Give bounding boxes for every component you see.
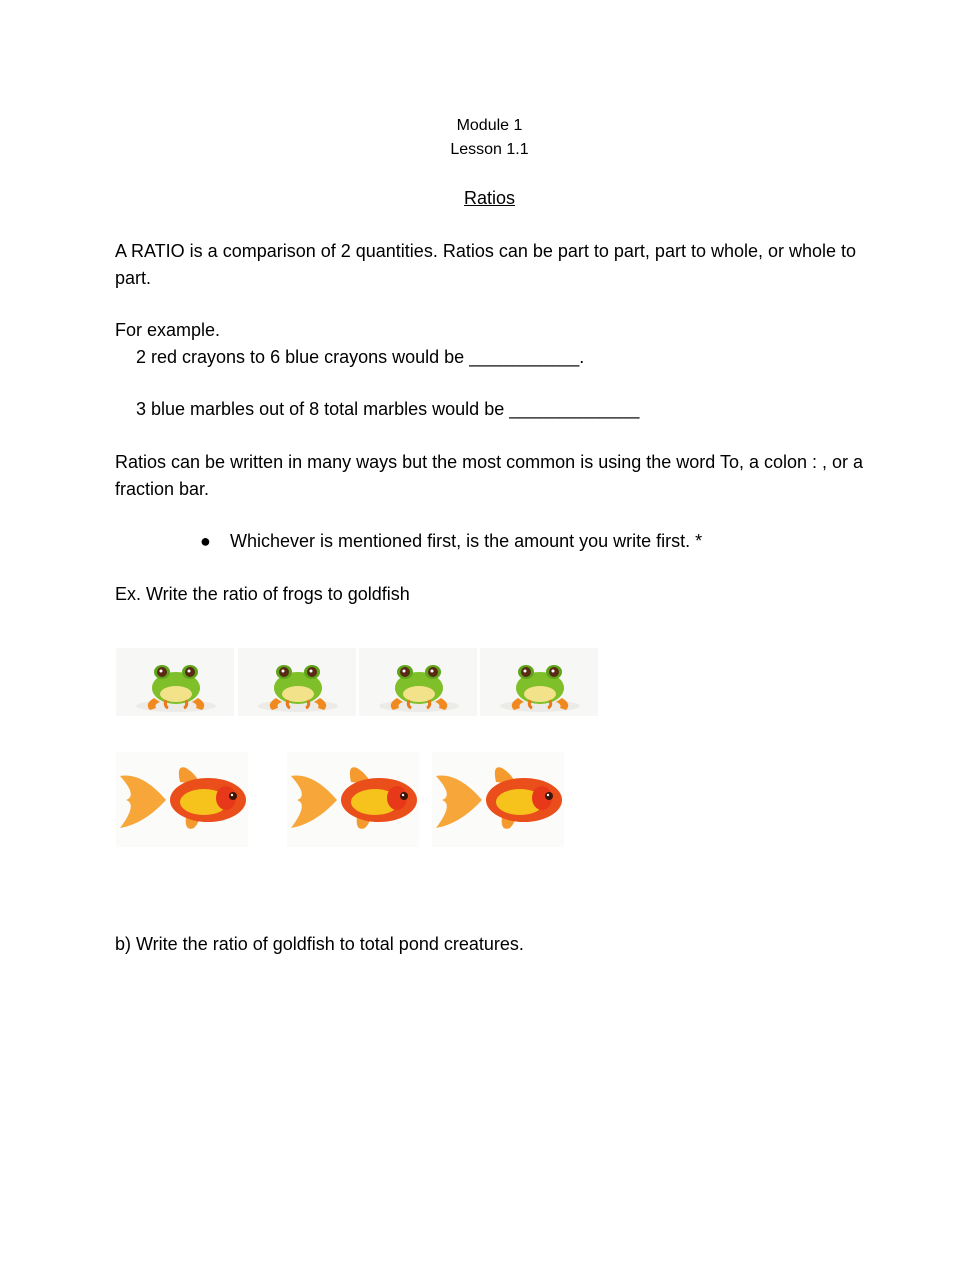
- bullet-text: Whichever is mentioned first, is the amount you write first. *: [230, 531, 703, 551]
- crayons-example: 2 red crayons to 6 blue crayons would be ___________.: [136, 347, 585, 367]
- goldfish-icon: [432, 752, 564, 847]
- goldfish-icon: [116, 752, 248, 847]
- ratio-definition: A RATIO is a comparison of 2 quantities. Ratios can be part to part, part to whole, or whole to part.: [115, 241, 857, 288]
- goldfish-icon: [287, 752, 419, 847]
- module-heading: Module 1: [456, 117, 523, 134]
- page-title: Ratios: [463, 188, 516, 208]
- frog-icon: [116, 648, 234, 716]
- frogs-goldfish-prompt: Ex. Write the ratio of frogs to goldfish: [115, 584, 410, 604]
- bullet-icon: ●: [200, 531, 211, 551]
- lesson-heading: Lesson 1.1: [450, 141, 529, 158]
- goldfish-total-prompt: b) Write the ratio of goldfish to total pond creatures.: [115, 934, 524, 954]
- example-intro: For example.: [115, 320, 221, 340]
- frog-icon: [480, 648, 598, 716]
- frog-icon: [238, 648, 356, 716]
- ratio-forms-text: Ratios can be written in many ways but the most common is using the word To, a colon : , or a fraction bar.: [115, 452, 864, 499]
- frog-icon: [359, 648, 477, 716]
- bullet-item: [200, 528, 702, 555]
- marbles-example: 3 blue marbles out of 8 total marbles would be _____________: [136, 399, 640, 419]
